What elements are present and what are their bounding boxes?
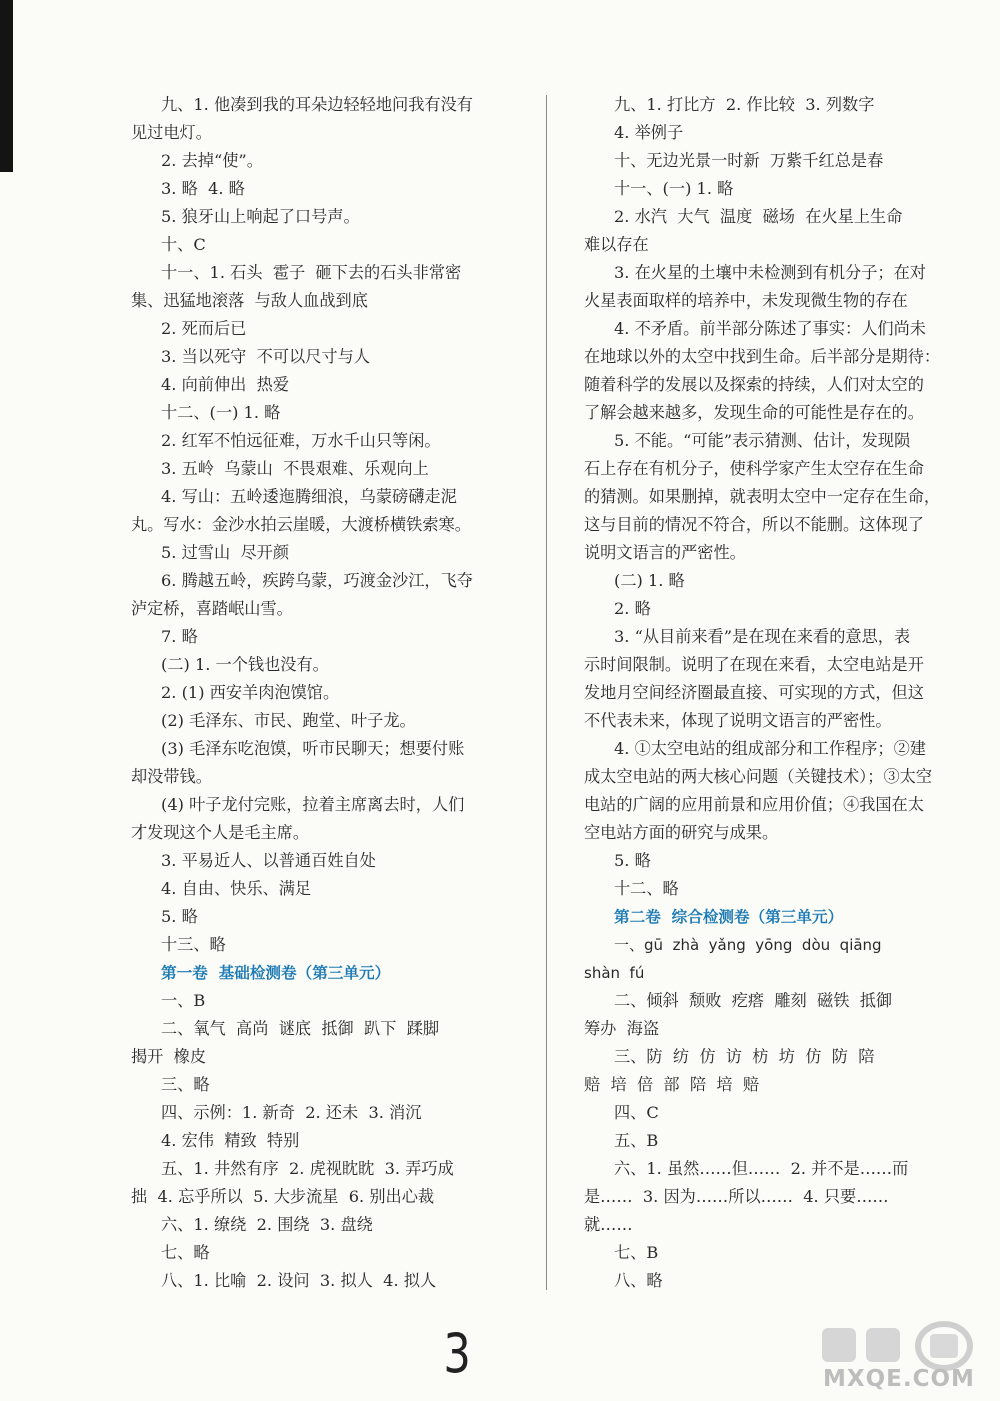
answer-line: 4. 向前伸出 热爱 bbox=[161, 375, 290, 394]
answer-line: 2. 略 bbox=[614, 599, 651, 618]
answer-line: 2. 去掉“使”。 bbox=[161, 151, 263, 170]
answer-line: 二、氧气 高尚 谜底 抵御 趴下 蹂脚 bbox=[161, 1019, 440, 1038]
answer-line: 5. 略 bbox=[161, 907, 198, 926]
answer-line: 5. 不能。“可能”表示猜测、估计，发现陨 bbox=[614, 431, 911, 450]
answer-line: 2. (1) 西安羊肉泡馍馆。 bbox=[161, 683, 340, 702]
answer-line: 这与目前的情况不符合，所以不能删。这体现了 bbox=[584, 515, 924, 534]
answer-line: 的猜测。如果删掉，就表明太空中一定存在生命， bbox=[584, 487, 941, 506]
answer-line: 了解会越来越多，发现生命的可能性是存在的。 bbox=[584, 403, 924, 422]
answer-line: 4. 不矛盾。前半部分陈述了事实：人们尚未 bbox=[614, 319, 926, 338]
answer-line: 四、示例：1. 新奇 2. 还未 3. 消沉 bbox=[161, 1103, 422, 1122]
section-heading: 第二卷 综合检测卷（第三单元） bbox=[614, 908, 844, 926]
answer-line: 6. 腾越五岭，疾跨乌蒙，巧渡金沙江，飞夺 bbox=[161, 571, 473, 590]
answer-line: 十一、(一) 1. 略 bbox=[614, 179, 734, 198]
answer-line: 5. 过雪山 尽开颜 bbox=[161, 543, 290, 562]
answer-line: 拙 4. 忘乎所以 5. 大步流星 6. 别出心裁 bbox=[131, 1187, 435, 1206]
answer-line: 是…… 3. 因为……所以…… 4. 只要…… bbox=[584, 1187, 889, 1206]
answer-line: 4. 自由、快乐、满足 bbox=[161, 879, 312, 898]
answer-line: 揭开 橡皮 bbox=[131, 1047, 207, 1066]
answer-line: 就…… bbox=[584, 1215, 633, 1234]
answer-line: 4. 宏伟 精致 特别 bbox=[161, 1131, 300, 1150]
answer-line: 四、C bbox=[614, 1103, 659, 1122]
answer-line: 3. 略 4. 略 bbox=[161, 179, 245, 198]
answer-line: 发地月空间经济圈最直接、可实现的方式，但这 bbox=[584, 683, 924, 702]
answer-line: 七、略 bbox=[161, 1243, 210, 1262]
answer-line: 电站的广阔的应用前景和应用价值；④我国在太 bbox=[584, 795, 924, 814]
page-number: 3 bbox=[443, 1322, 471, 1385]
answer-line: 7. 略 bbox=[161, 627, 198, 646]
answer-line: 见过电灯。 bbox=[131, 123, 212, 142]
answer-line: 2. 水汽 大气 温度 磁场 在火星上生命 bbox=[614, 207, 903, 226]
answer-line: 4. ①太空电站的组成部分和工作程序；②建 bbox=[614, 739, 926, 758]
answer-line: (二) 1. 一个钱也没有。 bbox=[161, 655, 329, 674]
answer-line: 赔 培 倍 部 陪 培 赔 bbox=[584, 1075, 760, 1094]
answer-line: 十二、(一) 1. 略 bbox=[161, 403, 281, 422]
answer-line: 3. 平易近人、以普通百姓自处 bbox=[161, 851, 376, 870]
answer-line: 八、略 bbox=[614, 1271, 663, 1290]
answer-line: (二) 1. 略 bbox=[614, 571, 685, 590]
answer-line: 十二、略 bbox=[614, 879, 679, 898]
answer-line: 十三、略 bbox=[161, 935, 226, 954]
answer-line: 八、1. 比喻 2. 设问 3. 拟人 4. 拟人 bbox=[161, 1271, 437, 1290]
answer-line: 3. 当以死守 不可以尺寸与人 bbox=[161, 347, 370, 366]
answer-line: 六、1. 缭绕 2. 围绕 3. 盘绕 bbox=[161, 1215, 373, 1234]
answer-line: 十、无边光景一时新 万紫千红总是春 bbox=[614, 151, 884, 170]
answer-line: 5. 略 bbox=[614, 851, 651, 870]
answer-line: 筹办 海盗 bbox=[584, 1019, 660, 1038]
answer-line: 空电站方面的研究与成果。 bbox=[584, 823, 779, 842]
answer-column-left bbox=[131, 91, 517, 1295]
pinyin-line: 一、gū zhà yǎng yōng dòu qiāng bbox=[614, 936, 882, 954]
answer-line: 示时间限制。说明了在现在来看，太空电站是开 bbox=[584, 655, 924, 674]
answer-line: 4. 写山：五岭逶迤腾细浪，乌蒙磅礴走泥 bbox=[161, 487, 457, 506]
answer-column-right bbox=[584, 91, 964, 1295]
answer-line: 2. 红军不怕远征难，万水千山只等闲。 bbox=[161, 431, 441, 450]
answer-line: 3. 在火星的土壤中未检测到有机分子；在对 bbox=[614, 263, 926, 282]
answer-line: 六、1. 虽然……但…… 2. 并不是……而 bbox=[614, 1159, 909, 1178]
answer-line: 集、迅猛地滚落 与敌人血战到底 bbox=[131, 291, 368, 310]
answer-line: 在地球以外的太空中找到生命。后半部分是期待： bbox=[584, 347, 941, 366]
answer-line: 3. “从目前来看”是在现在来看的意思，表 bbox=[614, 627, 911, 646]
answer-line: 二、倾斜 颓败 疙瘩 雕刻 磁铁 抵御 bbox=[614, 991, 893, 1010]
answer-line: 5. 狼牙山上响起了口号声。 bbox=[161, 207, 360, 226]
answer-line: 难以存在 bbox=[584, 235, 649, 254]
answer-line: 五、B bbox=[614, 1131, 659, 1150]
answer-line: 说明文语言的严密性。 bbox=[584, 543, 746, 562]
column-divider bbox=[546, 95, 547, 1290]
answer-line: 随着科学的发展以及探索的持续，人们对太空的 bbox=[584, 375, 924, 394]
answer-line: 不代表未来，体现了说明文语言的严密性。 bbox=[584, 711, 892, 730]
answer-line: 丸。写水：金沙水拍云崖暖，大渡桥横铁索寒。 bbox=[131, 515, 471, 534]
answer-line: 九、1. 打比方 2. 作比较 3. 列数字 bbox=[614, 95, 875, 114]
answer-line: 十一、1. 石头 雹子 砸下去的石头非常密 bbox=[161, 263, 462, 282]
answer-line: 十、C bbox=[161, 235, 206, 254]
answer-line: 三、略 bbox=[161, 1075, 210, 1094]
answer-line: (3) 毛泽东吃泡馍，听市民聊天；想要付账 bbox=[161, 739, 465, 758]
answer-line: 三、防 纺 仿 访 枋 坊 仿 防 陪 bbox=[614, 1047, 875, 1066]
answer-line: (2) 毛泽东、市民、跑堂、叶子龙。 bbox=[161, 711, 416, 730]
pinyin-line: shàn fú bbox=[584, 964, 645, 982]
answer-line: (4) 叶子龙付完账，拉着主席离去时，人们 bbox=[161, 795, 465, 814]
answer-line: 七、B bbox=[614, 1243, 659, 1262]
watermark-text: MXQE.COM bbox=[823, 1366, 975, 1392]
scan-edge-bar bbox=[0, 0, 13, 172]
answer-line: 成太空电站的两大核心问题（关键技术）；③太空 bbox=[584, 767, 933, 786]
answer-line: 一、B bbox=[161, 991, 206, 1010]
section-heading: 第一卷 基础检测卷（第三单元） bbox=[161, 964, 391, 982]
answer-line: 石上存在有机分子，使科学家产生太空存在生命 bbox=[584, 459, 924, 478]
answer-line: 五、1. 井然有序 2. 虎视眈眈 3. 弄巧成 bbox=[161, 1159, 454, 1178]
answer-line: 4. 举例子 bbox=[614, 123, 684, 142]
answer-line: 火星表面取样的培养中，未发现微生物的存在 bbox=[584, 291, 908, 310]
answer-line: 才发现这个人是毛主席。 bbox=[131, 823, 310, 842]
answer-line: 泸定桥，喜踏岷山雪。 bbox=[131, 599, 293, 618]
answer-line: 3. 五岭 乌蒙山 不畏艰难、乐观向上 bbox=[161, 459, 429, 478]
answer-line: 九、1. 他凑到我的耳朵边轻轻地问我有没有 bbox=[161, 95, 473, 114]
answer-line: 却没带钱。 bbox=[131, 767, 212, 786]
answer-line: 2. 死而后已 bbox=[161, 319, 247, 338]
